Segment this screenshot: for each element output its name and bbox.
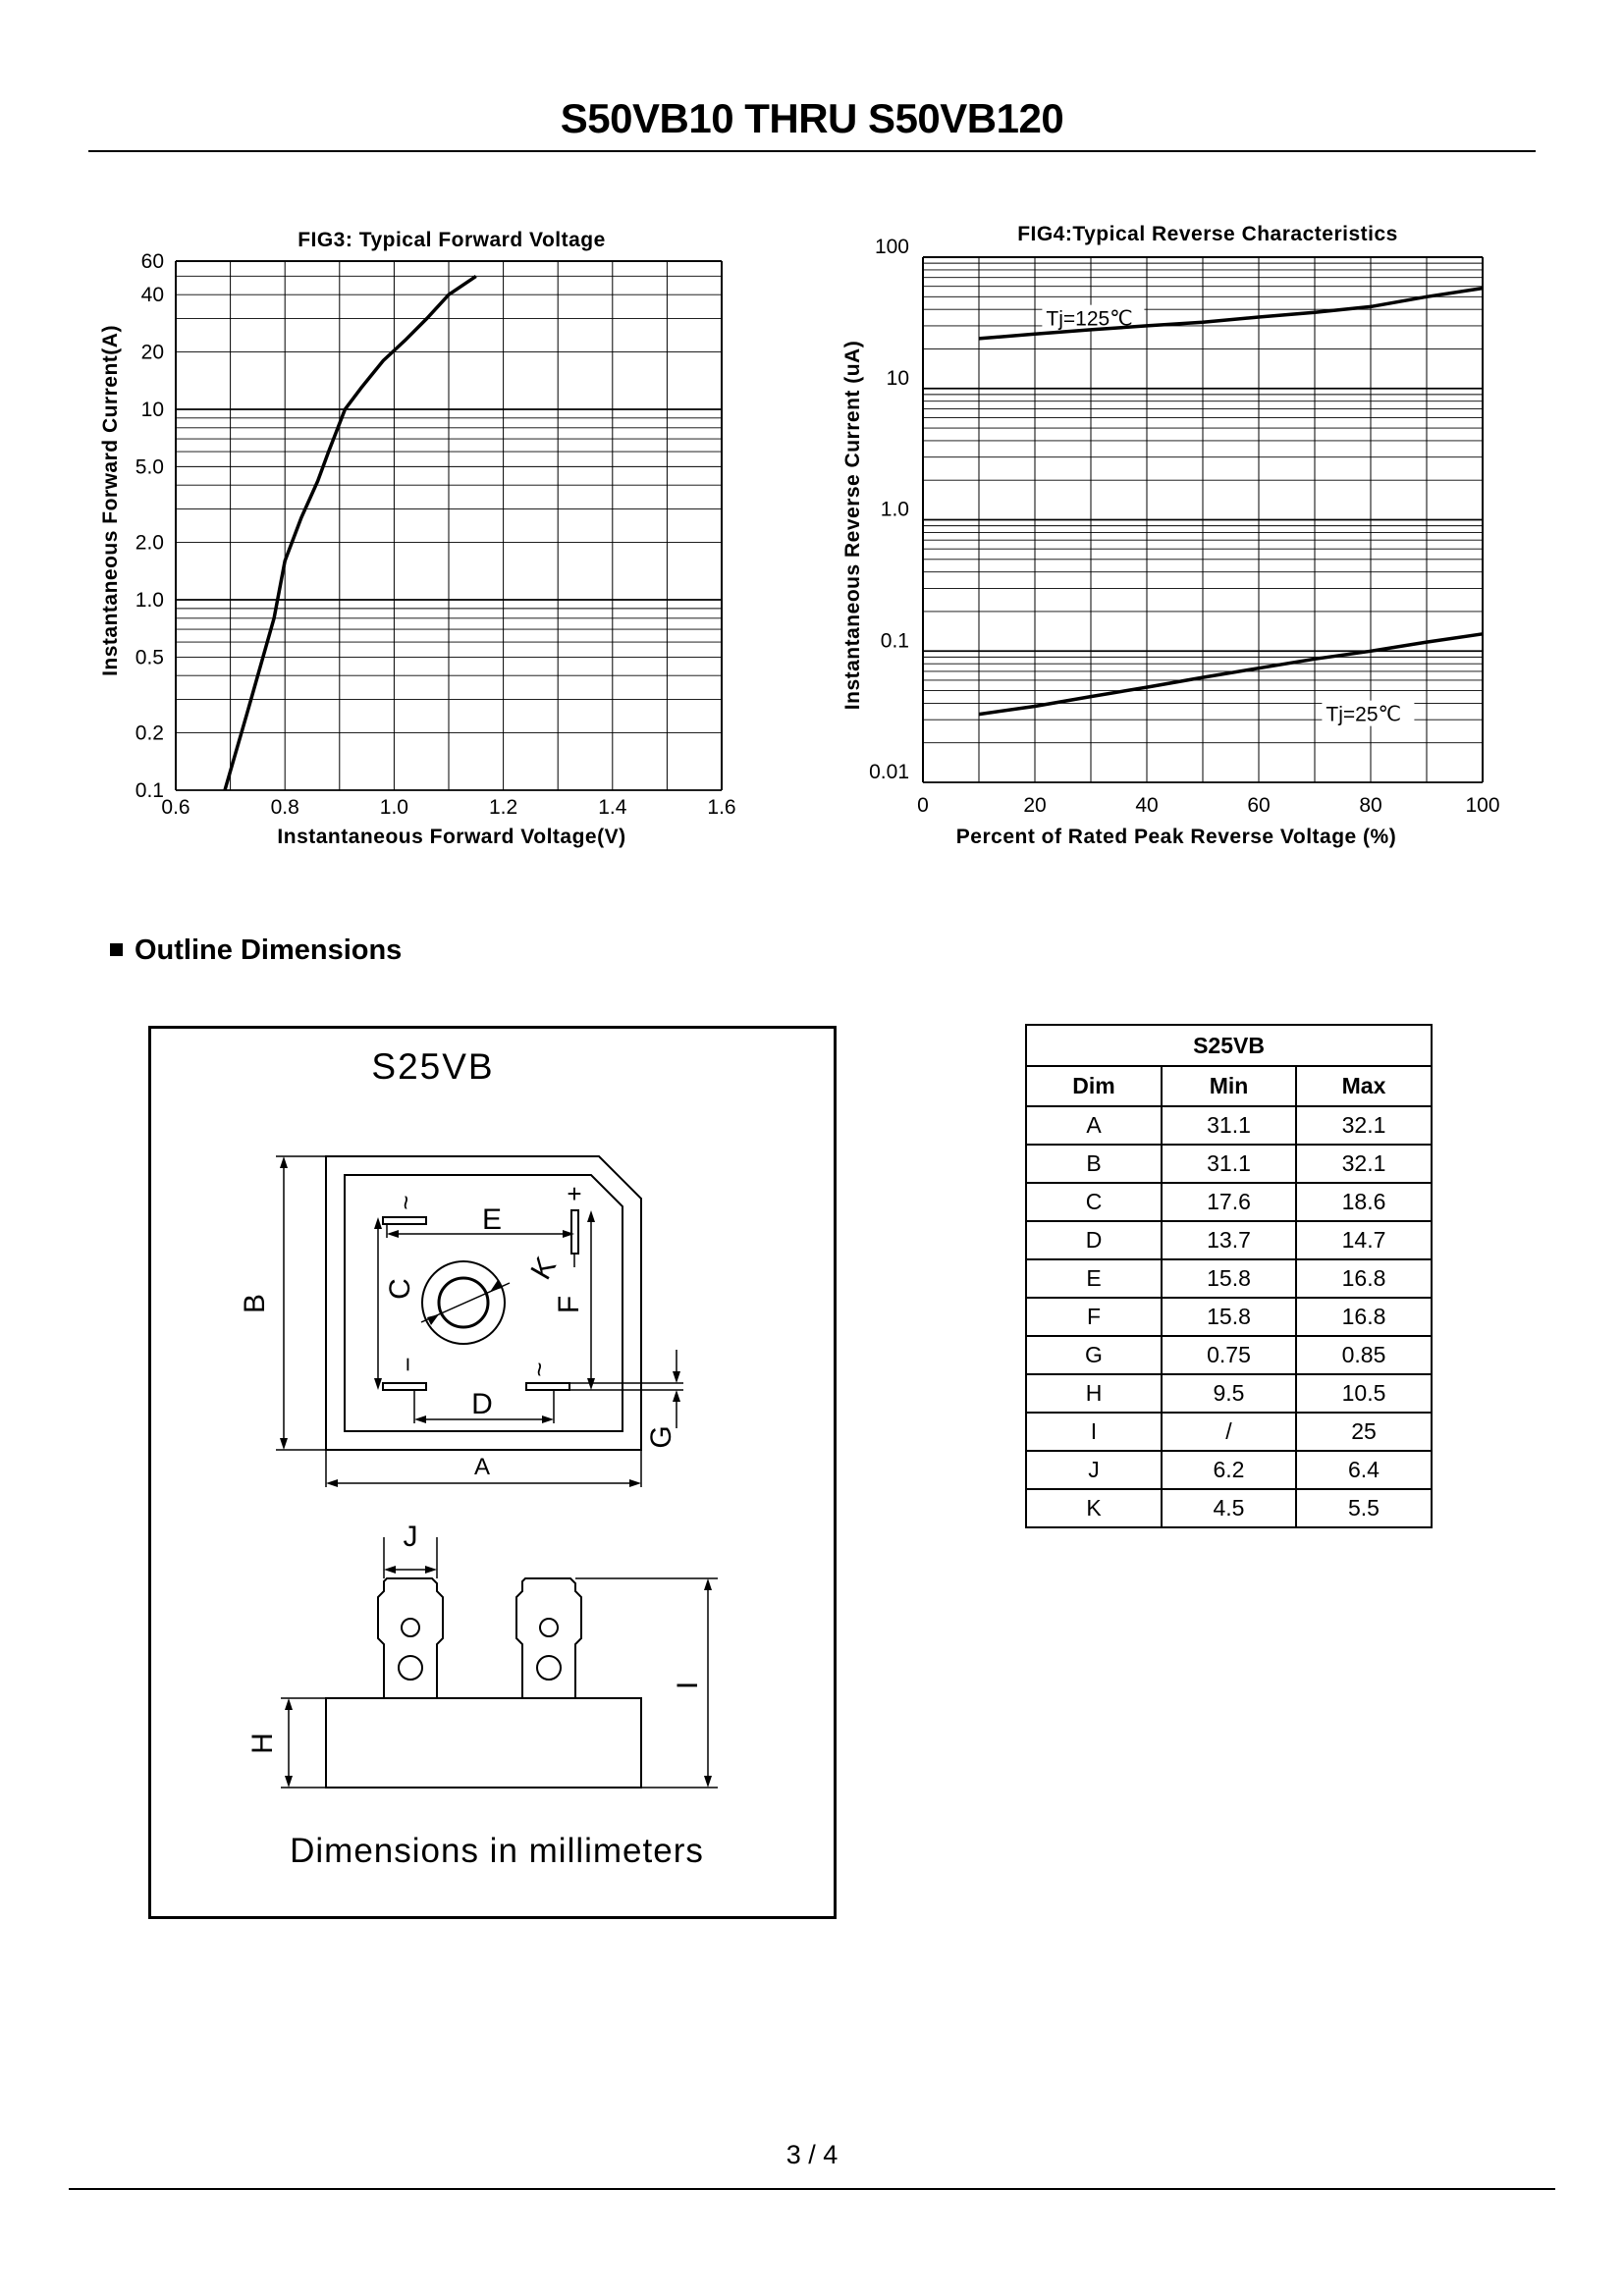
footer-rule [69, 2188, 1555, 2190]
dimension-table [1025, 1024, 1433, 1528]
fig3-xlabel: Instantaneous Forward Voltage(V) [277, 826, 626, 848]
label-F: F [553, 1295, 585, 1314]
top-view-labels [239, 1179, 677, 1480]
table-row [1026, 1259, 1432, 1298]
table-cell-dim: E [1026, 1259, 1162, 1298]
fig3-ytick-label: 2.0 [135, 531, 164, 555]
table-cell-max: 10.5 [1296, 1374, 1432, 1413]
table-cell-min: 6.2 [1162, 1451, 1296, 1489]
label-H: H [246, 1733, 279, 1754]
table-cell-max: 16.8 [1296, 1259, 1432, 1298]
fig4-xtick-label: 20 [1023, 794, 1047, 817]
fig3-xtick-label: 0.8 [270, 796, 299, 819]
fig4-ytick-label: 100 [874, 236, 909, 258]
fig4-xlabel: Percent of Rated Peak Reverse Voltage (%) [955, 826, 1397, 848]
fig4-ytick-label: 1.0 [880, 498, 909, 521]
fig3-ytick-label: 0.1 [135, 779, 164, 802]
table-cell-min: 15.8 [1162, 1259, 1296, 1298]
table-package: S25VB [1162, 1025, 1296, 1066]
fig4-xtick-label: 80 [1359, 794, 1382, 817]
label-K: K [524, 1252, 564, 1286]
table-cell-max: 16.8 [1296, 1298, 1432, 1336]
fig3-xtick-label: 1.0 [379, 796, 409, 819]
fig4-chart [835, 211, 1502, 864]
header-rule [88, 150, 1536, 152]
table-cell-min: 31.1 [1162, 1145, 1296, 1183]
fig3-curve [225, 276, 476, 790]
table-cell-max: 5.5 [1296, 1489, 1432, 1527]
fig3-xtick-label: 1.2 [488, 796, 518, 819]
fig3-y-ticks [135, 250, 164, 802]
table-cell-dim: G [1026, 1336, 1162, 1374]
fig3-ytick-label: 20 [140, 341, 164, 364]
side-view [326, 1578, 641, 1788]
table-cell-max: 6.4 [1296, 1451, 1432, 1489]
fig3-xtick-label: 1.6 [707, 796, 736, 819]
outline-heading [110, 934, 402, 967]
table-cell-dim: J [1026, 1451, 1162, 1489]
table-cell-min: 9.5 [1162, 1374, 1296, 1413]
table-row [1026, 1489, 1432, 1527]
table-cell-min: 31.1 [1162, 1106, 1296, 1145]
fig3-ytick-label: 0.5 [135, 646, 164, 669]
outline-heading-text: Outline Dimensions [135, 934, 403, 966]
label-B: B [239, 1293, 271, 1314]
label-ac-top: ~ [391, 1195, 420, 1210]
fig4-xtick-label: 100 [1465, 794, 1500, 817]
label-E: E [481, 1203, 503, 1236]
fig4-y-ticks [869, 236, 909, 783]
table-cell-dim: A [1026, 1106, 1162, 1145]
fig3-ytick-label: 0.2 [135, 721, 164, 745]
table-row [1026, 1413, 1432, 1451]
side-view-dimensions [281, 1537, 718, 1788]
page-title: S50VB10 THRU S50VB120 [560, 95, 1064, 141]
table-cell-max: 18.6 [1296, 1183, 1432, 1221]
fig4-xtick-label: 0 [917, 794, 929, 817]
col-header-max: Max [1296, 1066, 1432, 1106]
fig3-ytick-label: 1.0 [135, 588, 164, 612]
dimensions-note: Dimensions in millimeters [290, 1832, 704, 1870]
col-header-min: Min [1162, 1066, 1296, 1106]
side-view-labels [246, 1521, 704, 1754]
label-I: I [672, 1681, 704, 1690]
label-minus: − [393, 1357, 422, 1372]
fig3-grid [176, 261, 722, 790]
label-G: G [645, 1425, 677, 1449]
table-cell-dim: D [1026, 1221, 1162, 1259]
fig4-ylabel: Instantaneous Reverse Current (uA) [841, 340, 864, 711]
fig4-x-ticks [917, 794, 1499, 817]
table-cell-max: 14.7 [1296, 1221, 1432, 1259]
package-name: S25VB [371, 1046, 495, 1087]
fig3-ylabel: Instantaneous Forward Current(A) [99, 325, 122, 676]
label-A: A [473, 1454, 491, 1480]
col-header-dim: Dim [1026, 1066, 1162, 1106]
fig4-label-25: Tj=25℃ [1326, 703, 1402, 726]
fig3-x-ticks [161, 796, 735, 819]
table-cell-max: 25 [1296, 1413, 1432, 1451]
fig3-ytick-label: 60 [140, 250, 164, 273]
fig4-label-125: Tj=125℃ [1046, 307, 1133, 331]
fig4-xtick-label: 60 [1247, 794, 1271, 817]
label-J: J [403, 1521, 418, 1553]
page-number: 3 / 4 [785, 2140, 839, 2169]
table-cell-dim: K [1026, 1489, 1162, 1527]
label-plus: + [567, 1179, 582, 1208]
fig4-ytick-label: 0.1 [880, 629, 909, 653]
table-row [1026, 1183, 1432, 1221]
table-row [1026, 1298, 1432, 1336]
fig4-title: FIG4:Typical Reverse Characteristics [1017, 223, 1398, 245]
table-cell-min: 17.6 [1162, 1183, 1296, 1221]
fig3-xtick-label: 0.6 [161, 796, 190, 819]
table-cell-min: 15.8 [1162, 1298, 1296, 1336]
table-cell-dim: C [1026, 1183, 1162, 1221]
label-C: C [384, 1278, 416, 1300]
table-cell-dim: B [1026, 1145, 1162, 1183]
fig3-ytick-label: 5.0 [135, 455, 164, 479]
outline-drawing [148, 1026, 837, 1919]
fig4-ytick-label: 0.01 [869, 761, 909, 783]
fig3-chart [93, 216, 761, 864]
table-row [1026, 1145, 1432, 1183]
fig4-xtick-label: 40 [1135, 794, 1159, 817]
table-cell-max: 32.1 [1296, 1145, 1432, 1183]
fig3-ytick-label: 40 [140, 284, 164, 307]
fig3-title: FIG3: Typical Forward Voltage [298, 229, 606, 251]
fig3-ytick-label: 10 [140, 398, 164, 421]
table-group-header [1026, 1025, 1432, 1066]
table-header-row [1026, 1066, 1432, 1106]
table-row [1026, 1374, 1432, 1413]
table-cell-dim: F [1026, 1298, 1162, 1336]
table-row [1026, 1336, 1432, 1374]
side-arrowheads [285, 1566, 712, 1788]
table-cell-max: 32.1 [1296, 1106, 1432, 1145]
fig4-ytick-label: 10 [886, 366, 909, 390]
bullet-square-icon [110, 943, 123, 956]
table-cell-max: 0.85 [1296, 1336, 1432, 1374]
table-row [1026, 1106, 1432, 1145]
table-cell-min: 13.7 [1162, 1221, 1296, 1259]
table-cell-dim: I [1026, 1413, 1162, 1451]
table-row [1026, 1451, 1432, 1489]
label-D: D [471, 1388, 493, 1420]
table-cell-dim: H [1026, 1374, 1162, 1413]
table-cell-min: 4.5 [1162, 1489, 1296, 1527]
table-row [1026, 1221, 1432, 1259]
fig3-xtick-label: 1.4 [598, 796, 627, 819]
table-cell-min: / [1162, 1413, 1296, 1451]
table-cell-min: 0.75 [1162, 1336, 1296, 1374]
label-ac-bottom: ~ [524, 1362, 554, 1377]
